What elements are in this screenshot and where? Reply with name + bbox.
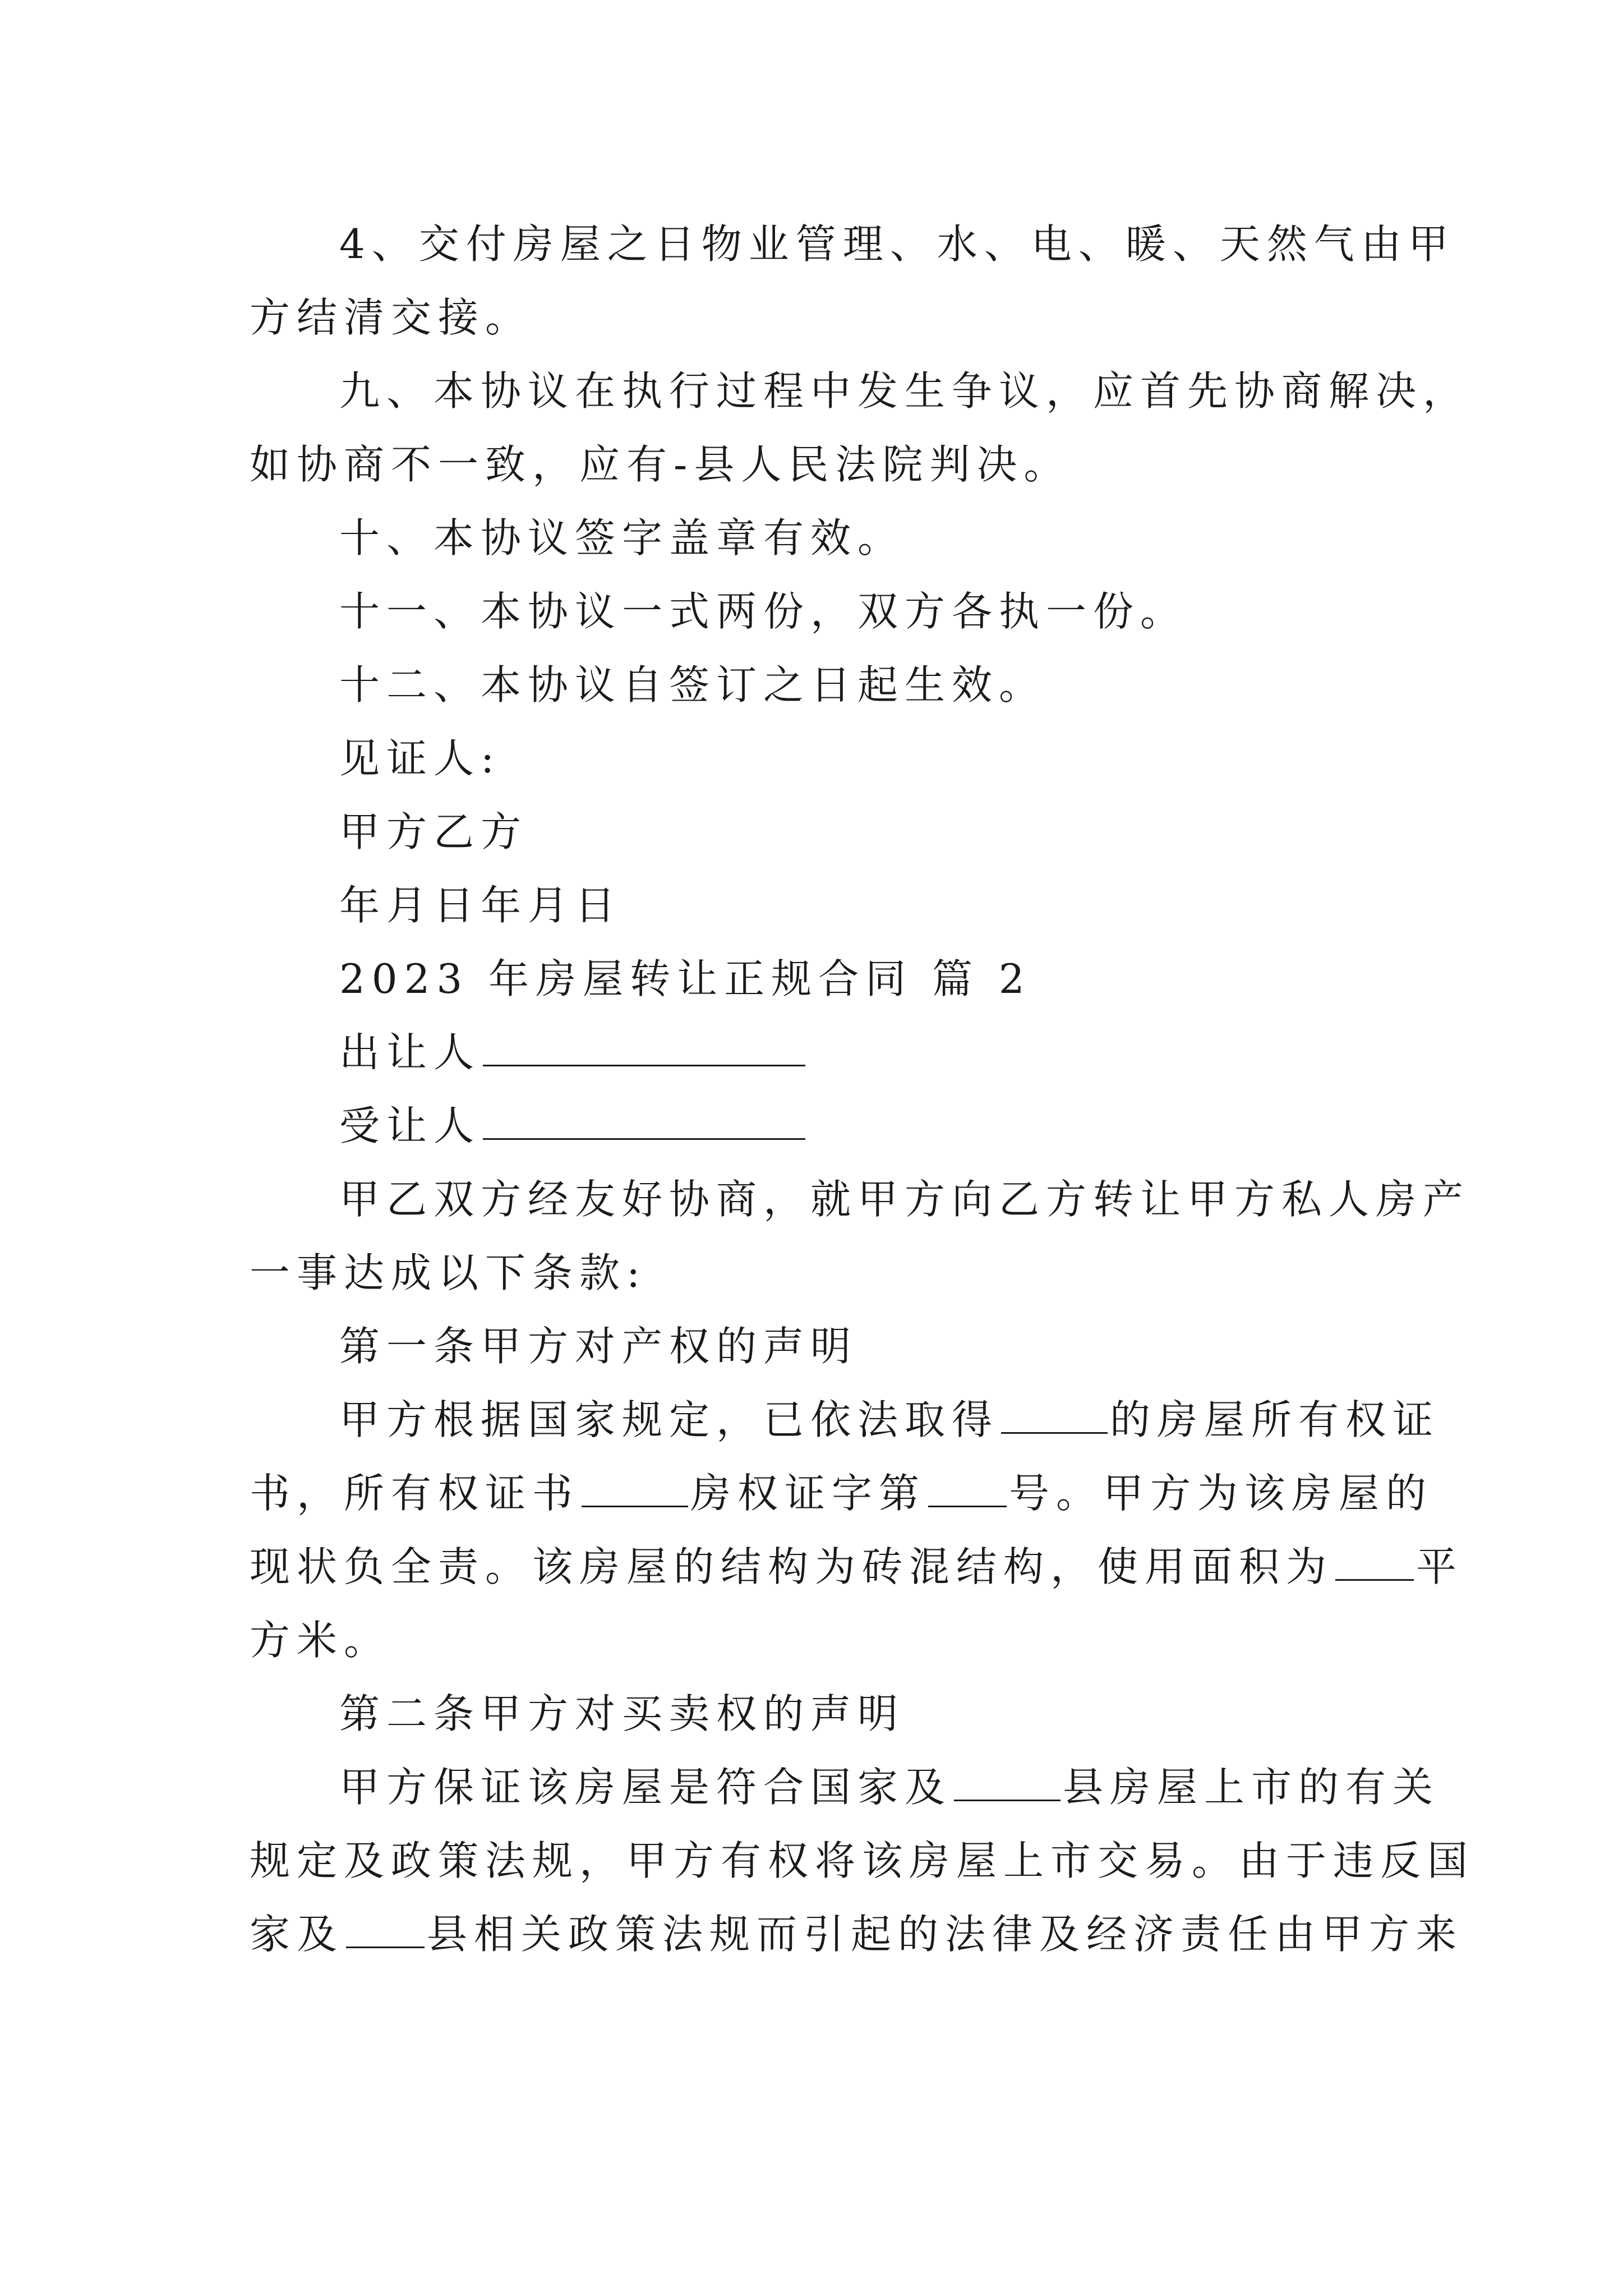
- fill-blank: [582, 1474, 688, 1507]
- fill-blank: [483, 1033, 805, 1066]
- line-text: 甲乙双方经友好协商，就甲方向乙方转让甲方私人房产: [339, 1176, 1470, 1223]
- line-text: 号。甲方为该房屋的: [1009, 1470, 1433, 1517]
- paragraph-line: [250, 575, 1382, 648]
- paragraph-line: [250, 281, 1382, 355]
- paragraph-line: [250, 501, 1382, 575]
- line-text: 平: [1416, 1543, 1464, 1590]
- paragraph-line: [250, 1383, 1440, 1457]
- line-text: 书，所有权证书: [250, 1470, 580, 1517]
- fill-blank: [928, 1474, 1007, 1507]
- section-title: [250, 942, 1382, 1016]
- fill-blank: [1001, 1401, 1108, 1434]
- line-text: 甲方乙方: [339, 808, 528, 855]
- fill-blank: [483, 1107, 805, 1140]
- fill-blank: [346, 1915, 425, 1948]
- paragraph-line: [250, 355, 1470, 428]
- line-text: 十、本协议签字盖章有效。: [339, 514, 905, 562]
- transferor-line: [250, 1016, 1382, 1089]
- paragraph-line: [250, 1530, 1464, 1604]
- line-text: 见证人:: [339, 735, 501, 782]
- witness-label: [250, 722, 1382, 795]
- parties-label: [250, 795, 1382, 869]
- line-text: 的房屋所有权证: [1110, 1396, 1440, 1443]
- line-text: 2023 年房屋转让正规合同 篇 2: [339, 955, 1031, 1002]
- article-heading: [250, 1677, 1382, 1751]
- paragraph-line: [250, 1457, 1433, 1530]
- line-text: 县房屋上市的有关: [1063, 1764, 1440, 1811]
- paragraph-line: [250, 648, 1382, 722]
- document-body: [250, 208, 1475, 1971]
- line-text: 年月日年月日: [339, 882, 623, 929]
- paragraph-line: [250, 1824, 1475, 1898]
- line-text: 现状负全责。该房屋的结构为砖混结构，使用面积为: [250, 1543, 1334, 1590]
- line-text: 出让人: [339, 1029, 481, 1076]
- line-text: 十一、本协议一式两份，双方各执一份。: [339, 588, 1188, 635]
- line-text: 方结清交接。: [250, 294, 533, 341]
- line-text: 方米。: [250, 1617, 391, 1664]
- date-label: [250, 869, 1382, 942]
- paragraph-line: [250, 1604, 1382, 1677]
- paragraph-line: [250, 428, 1382, 501]
- paragraph-line: [250, 1163, 1470, 1236]
- paragraph-line: [250, 1751, 1440, 1824]
- line-text: 县相关政策法规而引起的法律及经济责任由甲方来: [427, 1911, 1464, 1958]
- line-text: 家及: [250, 1911, 344, 1958]
- transferee-line: [250, 1089, 1382, 1163]
- paragraph-line: [250, 208, 1455, 281]
- fill-blank: [1335, 1548, 1414, 1581]
- line-text: 4、交付房屋之日物业管理、水、电、暖、天然气由甲: [339, 220, 1455, 268]
- line-text: 十二、本协议自签订之日起生效。: [339, 661, 1046, 708]
- article-heading: [250, 1310, 1382, 1383]
- line-text: 规定及政策法规，甲方有权将该房屋上市交易。由于违反国: [250, 1837, 1475, 1884]
- paragraph-line: [250, 1898, 1464, 1971]
- line-text: 第一条甲方对产权的声明: [339, 1323, 858, 1370]
- line-text: 甲方根据国家规定，已依法取得: [339, 1396, 999, 1443]
- paragraph-line: [250, 1236, 1382, 1310]
- line-text: 九、本协议在执行过程中发生争议，应首先协商解决，: [339, 367, 1470, 415]
- line-text: 房权证字第: [690, 1470, 926, 1517]
- fill-blank: [954, 1768, 1061, 1801]
- line-text: 第二条甲方对买卖权的声明: [339, 1690, 905, 1737]
- line-text: 一事达成以下条款:: [250, 1249, 647, 1296]
- line-text: 如协商不一致，应有-县人民法院判决。: [250, 441, 1071, 488]
- line-text: 受让人: [339, 1102, 481, 1149]
- line-text: 甲方保证该房屋是符合国家及: [339, 1764, 952, 1811]
